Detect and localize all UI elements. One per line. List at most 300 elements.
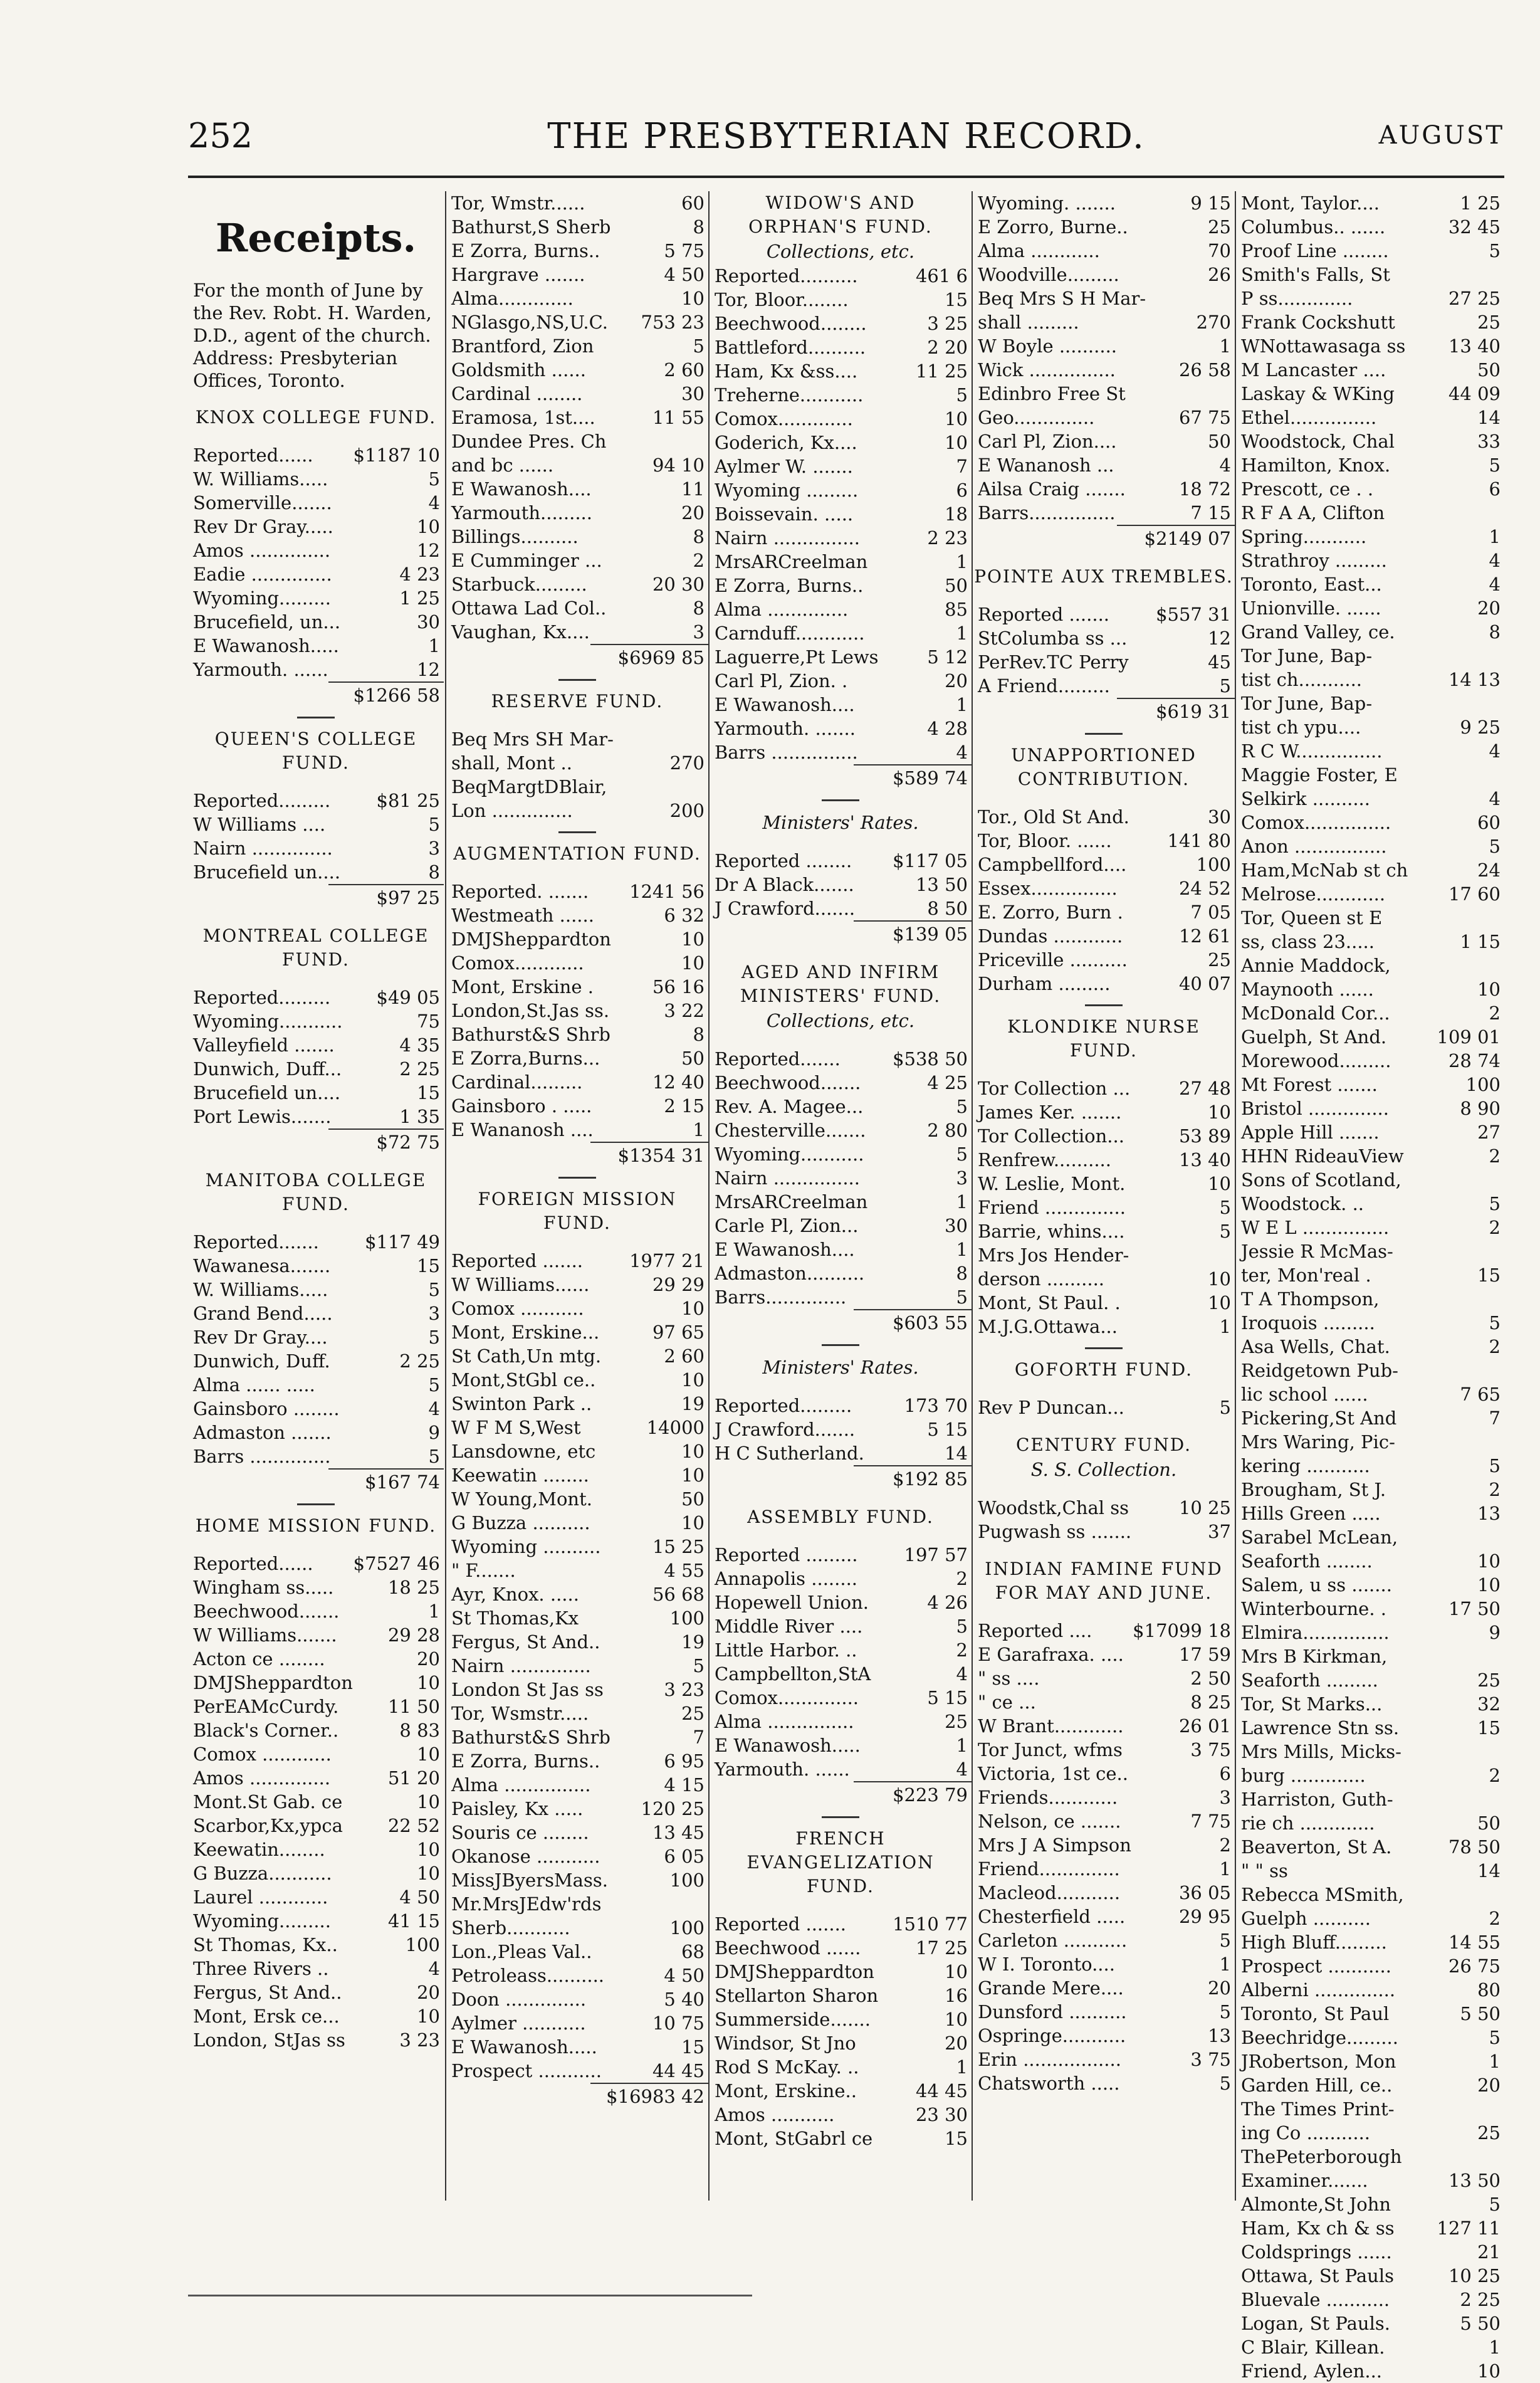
contributor-name: Yarmouth. ....... <box>715 718 856 739</box>
amount: 1 <box>956 1735 968 1756</box>
amount: 753 23 <box>641 312 705 333</box>
contributor-name: Rev P Duncan... <box>978 1397 1124 1418</box>
amount: 10 <box>417 1791 440 1812</box>
amount: 4 <box>956 742 968 763</box>
amount: 27 25 <box>1448 288 1501 309</box>
amount: 10 <box>1208 1292 1231 1313</box>
amount <box>1498 954 1501 977</box>
contributor-name: Wyoming. ....... <box>978 192 1116 214</box>
fund-total: $139 05 <box>854 920 972 947</box>
receipt-line <box>446 1940 708 1964</box>
amount: 4 55 <box>664 1560 705 1581</box>
contributor-name: Reported .... <box>978 1620 1092 1641</box>
contributor-name: Morewood......... <box>1241 1050 1391 1071</box>
receipt-line <box>710 383 972 407</box>
amount: 11 55 <box>652 407 705 428</box>
contributor-name: Alma ............... <box>451 1774 591 1796</box>
receipt-line <box>188 1081 444 1105</box>
contributor-name: E Wawanosh..... <box>451 2036 597 2058</box>
amount <box>1498 263 1501 287</box>
amount: 1 35 <box>399 1106 440 1127</box>
amount: 18 <box>945 503 968 525</box>
receipt-line <box>710 574 972 597</box>
fund-heading: QUEEN'S COLLEGE FUND. <box>214 729 417 773</box>
contributor-name: Selkirk .......... <box>1241 788 1370 809</box>
receipt-line <box>446 263 708 287</box>
contributor-name: St Thomas, Kx.. <box>193 1934 338 1955</box>
receipt-line <box>188 836 444 860</box>
amount: 30 <box>945 1215 968 1236</box>
contributor-name: Examiner....... <box>1241 2170 1368 2191</box>
amount: 4 <box>428 1958 440 1979</box>
contributor-name: Wingham ss..... <box>193 1577 334 1598</box>
contributor-name: St Thomas,Kx <box>451 1607 579 1629</box>
contributor-name: Fergus, St And.. <box>193 1982 342 2003</box>
amount: 7 <box>693 1727 705 1748</box>
receipt-line <box>710 478 972 502</box>
amount: 3 <box>428 838 440 859</box>
receipt-line <box>1236 1454 1504 1478</box>
contributor-name: Reported ........ <box>715 850 852 871</box>
receipt-line <box>446 1463 708 1487</box>
amount: 15 <box>417 1082 440 1103</box>
receipt-line <box>188 634 444 658</box>
receipt-line <box>710 717 972 740</box>
receipt-line <box>446 1511 708 1535</box>
contributor-name: Unionville. ...... <box>1241 597 1381 619</box>
contributor-name: R F A A, Clifton <box>1241 502 1385 523</box>
amount <box>1498 2145 1501 2169</box>
receipt-line <box>1236 715 1504 739</box>
fund-total: $72 75 <box>328 1128 444 1155</box>
receipt-line <box>1236 1716 1504 1740</box>
amount: 25 <box>1477 2122 1501 2144</box>
amount: 25 <box>1477 1670 1501 1691</box>
amount: 9 <box>1489 1622 1501 1643</box>
column-2 <box>445 191 708 2201</box>
contributor-name: Columbus.. ...... <box>1241 216 1386 238</box>
contributor-name: Friend, Aylen... <box>1241 2360 1383 2382</box>
amount: 20 <box>1477 2075 1501 2096</box>
contributor-name: Barrs ............... <box>715 742 858 763</box>
receipt-line <box>710 1441 972 1465</box>
amount: 22 52 <box>387 1815 440 1836</box>
receipt-line <box>973 2071 1235 2095</box>
contributor-name: Alberni .............. <box>1241 1979 1396 2001</box>
fund-heading: POINTE AUX TREMBLES. <box>974 566 1234 587</box>
amount: 10 <box>681 1465 705 1486</box>
fund-total: $603 55 <box>854 1309 972 1335</box>
contributor-name: " " ss <box>1241 1860 1288 1881</box>
receipt-line <box>188 860 444 884</box>
contributor-name: Aylmer ........... <box>451 2012 586 2034</box>
amount: 1 <box>1489 526 1501 547</box>
receipt-line <box>446 572 708 596</box>
receipt-line <box>446 1297 708 1320</box>
contributor-name: Reported......... <box>193 987 331 1008</box>
amount: 2 <box>956 1568 968 1589</box>
amount: 29 29 <box>652 1274 705 1295</box>
receipt-line <box>710 550 972 574</box>
receipt-line <box>1236 1859 1504 1883</box>
amount <box>1498 501 1501 525</box>
amount: 5 <box>956 1096 968 1117</box>
amount: 3 <box>956 1167 968 1189</box>
contributor-name: Keewatin........ <box>193 1839 325 1860</box>
fund-total: $2149 07 <box>1117 525 1235 551</box>
receipt-line <box>1236 1239 1504 1263</box>
contributor-name: MissJByersMass. <box>451 1870 608 1891</box>
spacer <box>188 775 444 789</box>
amount: 15 <box>945 289 968 310</box>
contributor-name: JRobertson, Mon <box>1241 2051 1396 2072</box>
receipt-line <box>188 1838 444 1861</box>
amount: 4 35 <box>399 1034 440 1056</box>
spacer <box>446 713 708 727</box>
amount: 1 25 <box>399 587 440 609</box>
receipt-line <box>188 1814 444 1838</box>
receipt-line <box>1236 739 1504 763</box>
receipt-line <box>973 1643 1235 1666</box>
receipt-line <box>446 1023 708 1046</box>
amount: 100 <box>669 1917 705 1938</box>
contributor-name: W Brant............ <box>978 1715 1124 1737</box>
contributor-name: Proof Line ........ <box>1241 240 1389 261</box>
receipt-line <box>446 727 708 751</box>
contributor-name: Westmeath ...... <box>451 905 594 926</box>
amount: 3 <box>428 1303 440 1324</box>
amount <box>1498 1740 1501 1764</box>
amount: 5 <box>1219 1397 1231 1418</box>
amount: 15 25 <box>652 1536 705 1557</box>
receipt-line <box>1236 620 1504 644</box>
amount: 2 <box>1489 1145 1501 1167</box>
amount: 5 <box>693 335 705 357</box>
fund-heading: KNOX COLLEGE FUND. <box>195 407 437 428</box>
contributor-name: Beechwood....... <box>193 1601 340 1622</box>
receipt-line <box>1236 2026 1504 2049</box>
contributor-name: Tor., Old St And. <box>978 806 1129 828</box>
receipt-line <box>710 669 972 693</box>
amount: 15 <box>1477 1717 1501 1739</box>
receipt-line <box>710 1047 972 1071</box>
receipt-line <box>1236 1263 1504 1287</box>
receipt-line <box>710 1567 972 1591</box>
receipt-line <box>1236 596 1504 620</box>
receipt-line <box>1236 1311 1504 1335</box>
contributor-name: Annapolis ........ <box>715 1568 858 1589</box>
receipt-line <box>446 1797 708 1821</box>
amount: 100 <box>669 1607 705 1629</box>
receipt-line <box>710 1614 972 1638</box>
receipt-line <box>973 334 1235 358</box>
contributor-name: Laskay & WKing <box>1241 383 1395 404</box>
contributor-name: StColumba ss ... <box>978 628 1128 649</box>
amount: 70 <box>1208 240 1231 261</box>
receipt-line <box>1236 692 1504 715</box>
receipt-line <box>973 1738 1235 1762</box>
receipt-line <box>973 1267 1235 1291</box>
receipt-line <box>188 1981 444 2004</box>
contributor-name: Cardinal......... <box>451 1071 583 1093</box>
receipt-line <box>973 829 1235 853</box>
receipt-line <box>188 1885 444 1909</box>
contributor-name: Friend .............. <box>978 1197 1126 1218</box>
amount: 8 83 <box>399 1720 440 1741</box>
amount: 5 50 <box>1460 2313 1501 2334</box>
contributor-name: W I. Toronto.... <box>978 1954 1115 1975</box>
contributor-name: Rev. A. Magee... <box>715 1096 864 1117</box>
amount: 37 <box>1208 1521 1231 1542</box>
amount: 2 <box>956 1639 968 1661</box>
amount: 13 45 <box>652 1822 705 1843</box>
contributor-name: Mont, Erskine.. <box>715 2080 857 2102</box>
contributor-name: W Williams...... <box>451 1274 590 1295</box>
receipt-line <box>1236 1978 1504 2002</box>
amount: 100 <box>669 1870 705 1891</box>
amount: 67 75 <box>1178 407 1231 428</box>
receipt-line <box>973 1786 1235 1809</box>
fund-heading: WIDOW'S AND ORPHAN'S FUND. <box>748 192 933 237</box>
fund-heading: UNAPPORTIONED CONTRIBUTION. <box>1011 745 1197 789</box>
amount: 3 23 <box>399 2029 440 2051</box>
spacer <box>710 1898 972 1912</box>
amount: 50 <box>1477 359 1501 381</box>
amount: 10 <box>1208 1268 1231 1290</box>
receipt-line <box>446 501 708 525</box>
section-divider <box>822 1816 859 1818</box>
amount: 2 <box>1219 1834 1231 1856</box>
amount: 4 <box>1489 550 1501 571</box>
amount: 20 <box>681 502 705 523</box>
amount: 173 70 <box>904 1395 968 1416</box>
contributor-name: MrsARCreelman <box>715 551 868 572</box>
amount: 15 <box>681 2036 705 2058</box>
contributor-name: E Garafraxa. .... <box>978 1644 1124 1665</box>
receipt-line <box>710 873 972 897</box>
amount: 19 <box>681 1393 705 1414</box>
receipt-line <box>710 693 972 717</box>
contributor-name: Essex............... <box>978 878 1118 899</box>
contributor-name: Tor, Queen st E <box>1241 907 1383 928</box>
receipt-line <box>710 335 972 359</box>
contributor-name: Comox............. <box>715 408 853 429</box>
receipt-line <box>710 1095 972 1118</box>
amount: 26 58 <box>1178 359 1231 381</box>
contributor-name: Lon .............. <box>451 800 573 821</box>
amount: 100 <box>1196 854 1231 875</box>
spacer <box>973 551 1235 565</box>
spacer <box>188 910 444 924</box>
receipt-line <box>1236 1097 1504 1120</box>
amount: 5 <box>428 1279 440 1300</box>
contributor-name: W Young,Mont. <box>451 1488 592 1510</box>
fund-total: $97 25 <box>328 884 444 910</box>
receipt-line <box>973 1520 1235 1544</box>
contributor-name: Sons of Scotland, <box>1241 1169 1401 1191</box>
amount: 41 15 <box>387 1910 440 1932</box>
amount: 8 <box>956 1263 968 1284</box>
receipt-line <box>188 1254 444 1278</box>
contributor-name: A Friend......... <box>978 675 1110 697</box>
amount: 10 <box>417 1744 440 1765</box>
receipt-line <box>188 1552 444 1576</box>
amount: 5 15 <box>927 1419 968 1440</box>
receipt-line <box>973 948 1235 972</box>
publication-title: THE PRESBYTERIAN RECORD. <box>547 116 1145 157</box>
sub-heading: Ministers' Rates. <box>762 1357 919 1378</box>
contributor-name: Jessie R McMas- <box>1241 1241 1393 1262</box>
contributor-name: Rev Dr Gray.... <box>193 1327 328 1348</box>
amount: 30 <box>417 611 440 633</box>
contributor-name: Carleton ........... <box>978 1930 1128 1951</box>
receipt-line <box>973 1124 1235 1148</box>
amount: 50 <box>681 1488 705 1510</box>
contributor-name: Comox ........... <box>451 1298 584 1319</box>
receipt-line <box>188 1790 444 1814</box>
contributor-name: Fergus, St And.. <box>451 1631 600 1653</box>
amount: 4 26 <box>927 1592 968 1613</box>
amount: 109 01 <box>1437 1026 1501 1048</box>
contributor-name: Friend.............. <box>978 1858 1120 1880</box>
amount: 270 <box>669 752 705 774</box>
contributor-name: Mont, Erskine . <box>451 976 594 997</box>
section-divider <box>1085 1004 1123 1006</box>
amount: 14 <box>945 1443 968 1464</box>
receipt-line <box>446 1844 708 1868</box>
contributor-name: W. Williams..... <box>193 1279 328 1300</box>
receipt-line <box>710 312 972 335</box>
contributor-name: Hills Green ..... <box>1241 1503 1381 1524</box>
receipt-line <box>973 1243 1235 1267</box>
contributor-name: kering ........... <box>1241 1455 1370 1476</box>
contributor-name: McDonald Cor... <box>1241 1002 1390 1024</box>
contributor-name: E Wawanosh.... <box>451 478 592 500</box>
contributor-name: Coldsprings ...... <box>1241 2241 1392 2263</box>
spacer <box>973 1544 1235 1557</box>
contributor-name: Grand Bend..... <box>193 1303 333 1324</box>
amount: 60 <box>1477 812 1501 833</box>
amount: 2 <box>1489 1479 1501 1500</box>
receipt-line <box>188 1671 444 1695</box>
receipt-line <box>1236 2359 1504 2383</box>
contributor-name: E Cumminger ... <box>451 550 602 571</box>
spacer <box>188 1155 444 1169</box>
contributor-name: Brougham, St J. <box>1241 1479 1386 1500</box>
receipt-line <box>1236 1621 1504 1644</box>
amount: 270 <box>1196 312 1231 333</box>
receipt-line <box>1236 1287 1504 1311</box>
contributor-name: Mr.MrsJEdw'rds <box>451 1893 602 1915</box>
amount: 5 <box>1219 1930 1231 1951</box>
contributor-name: Sherb........... <box>451 1917 570 1938</box>
contributor-name: Woodstk,Chal ss <box>978 1497 1129 1518</box>
receipt-line <box>1236 1144 1504 1168</box>
receipt-line <box>446 799 708 823</box>
receipt-line <box>1236 263 1504 287</box>
contributor-name: shall, Mont .. <box>451 752 572 774</box>
contributor-name: Dr A Black....... <box>715 874 854 895</box>
receipt-line <box>1236 1573 1504 1597</box>
receipt-line <box>973 1952 1235 1976</box>
receipt-line <box>1236 2264 1504 2288</box>
amount: $538 50 <box>893 1048 968 1070</box>
receipt-line <box>973 1172 1235 1196</box>
receipt-line <box>446 1273 708 1297</box>
receipt-line <box>1236 1907 1504 1930</box>
contributor-name: Nairn .............. <box>193 838 333 859</box>
amount: 5 <box>1219 2073 1231 2094</box>
receipt-line <box>710 849 972 873</box>
contributor-name: Keewatin ........ <box>451 1465 589 1486</box>
contributor-name: The Times Print- <box>1241 2098 1395 2120</box>
contributor-name: Melrose............ <box>1241 883 1386 905</box>
contributor-name: Rev Dr Gray..... <box>193 516 333 537</box>
receipt-line <box>1236 882 1504 906</box>
contributor-name: St Cath,Un mtg. <box>451 1345 602 1367</box>
amount: 16 <box>945 1985 968 2006</box>
amount: 44 45 <box>915 2080 968 2102</box>
amount: 1 <box>956 694 968 715</box>
contributor-name: Bristol .............. <box>1241 1098 1389 1119</box>
amount: 2 25 <box>1460 2289 1501 2310</box>
amount: 11 50 <box>387 1696 440 1717</box>
receipt-line <box>188 539 444 562</box>
contributor-name: burg ............. <box>1241 1765 1366 1786</box>
amount: 2 <box>693 550 705 571</box>
contributor-name: Reidgetown Pub- <box>1241 1360 1398 1381</box>
amount: 20 <box>945 670 968 692</box>
amount: 7 <box>1489 1407 1501 1429</box>
amount: 5 <box>1489 836 1501 857</box>
amount: 8 <box>1489 621 1501 643</box>
contributor-name: E Wanawosh..... <box>715 1735 861 1756</box>
amount: 28 74 <box>1448 1050 1501 1071</box>
contributor-name: Middle River .... <box>715 1616 863 1637</box>
contributor-name: W. Leslie, Mont. <box>978 1173 1126 1194</box>
receipt-line <box>446 2059 708 2083</box>
contributor-name: Carnduff............ <box>715 623 865 644</box>
receipt-line <box>188 1623 444 1647</box>
spacer <box>973 1419 1235 1433</box>
receipt-line <box>188 586 444 610</box>
amount: 80 <box>1477 1979 1501 2001</box>
receipt-line <box>1236 2002 1504 2026</box>
amount: 1 <box>1219 1858 1231 1880</box>
contributor-name: Harriston, Guth- <box>1241 1789 1393 1810</box>
amount: 20 <box>1477 597 1501 619</box>
receipt-line <box>973 924 1235 948</box>
receipt-line <box>446 1487 708 1511</box>
amount: 2 <box>1489 1765 1501 1786</box>
amount: 14 55 <box>1448 1932 1501 1953</box>
contributor-name: Mrs Jos Hender- <box>978 1244 1129 1266</box>
contributor-name: Mrs Waring, Pic- <box>1241 1431 1395 1453</box>
amount: 14000 <box>646 1417 705 1438</box>
fund-total: $1354 31 <box>590 1142 708 1168</box>
receipt-line <box>446 1892 708 1916</box>
amount <box>702 775 705 799</box>
amount <box>1228 287 1231 310</box>
receipt-line <box>446 453 708 477</box>
amount: 56 68 <box>652 1584 705 1605</box>
fund-total: $16983 42 <box>590 2083 708 2109</box>
contributor-name: Bathurst&S Shrb <box>451 1727 610 1748</box>
contributor-name: PerEAMcCurdy. <box>193 1696 339 1717</box>
contributor-name: Amos .............. <box>193 540 331 561</box>
receipt-line <box>446 239 708 263</box>
amount: 5 <box>1489 1312 1501 1334</box>
